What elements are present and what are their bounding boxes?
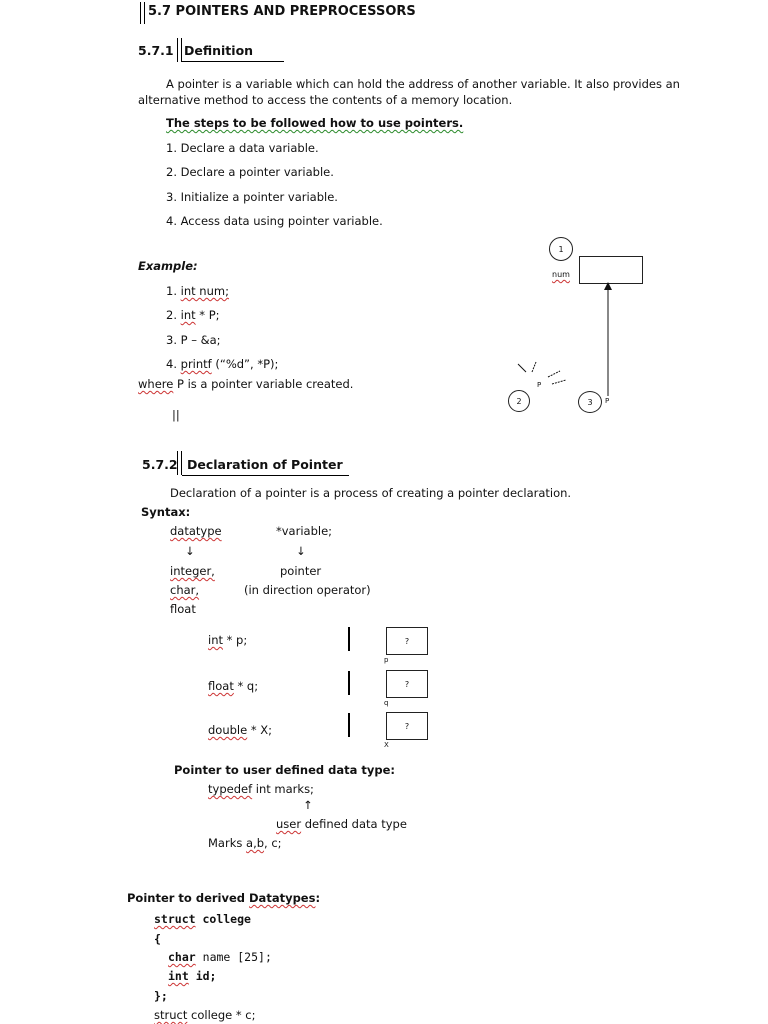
step-1: 1. Declare a data variable. bbox=[166, 141, 319, 155]
step-3: 3. Initialize a pointer variable. bbox=[166, 190, 338, 204]
decl-box-float-value: ? bbox=[404, 679, 410, 689]
derived-code-1: struct college bbox=[154, 912, 251, 926]
diagram-p-label: P bbox=[537, 381, 542, 389]
decl-box-double bbox=[386, 712, 428, 740]
syntax-integer: integer, bbox=[170, 564, 215, 578]
decl-row-double: double * X; bbox=[208, 723, 273, 737]
syntax-float: float bbox=[170, 602, 196, 616]
step-2: 2. Declare a pointer variable. bbox=[166, 165, 334, 179]
diagram-circle-1: 1 bbox=[549, 237, 573, 261]
definition-para-line1: A pointer is a variable which can hold the address of another variable. It also provides an bbox=[166, 77, 680, 91]
derived-code-5: }; bbox=[154, 989, 168, 1003]
example-line-4: 4. printf (“%d”, *P); bbox=[166, 357, 279, 371]
udt-line: typedef int marks; bbox=[208, 782, 314, 796]
example-note: where P is a pointer variable created. bbox=[138, 377, 354, 391]
decl-box-int bbox=[386, 627, 428, 655]
derived-code-4: int id; bbox=[168, 969, 217, 983]
definition-para-line2: alternative method to access the contents of a memory location. bbox=[138, 93, 513, 107]
decl-bar-float bbox=[348, 671, 350, 695]
decl-tag-double: X bbox=[384, 741, 389, 749]
section-title: 5.7 POINTERS AND PREPROCESSORS bbox=[148, 4, 416, 19]
definition-title-underline bbox=[182, 61, 284, 62]
example-stray-mark: || bbox=[172, 408, 180, 422]
definition-number: 5.7.1 bbox=[138, 43, 174, 58]
decl-box-int-value: ? bbox=[404, 636, 410, 646]
udt-note: user defined data type bbox=[276, 817, 407, 831]
derived-code-6: struct college * c; bbox=[154, 1008, 256, 1022]
syntax-indirection: (in direction operator) bbox=[244, 583, 371, 597]
declaration-intro: Declaration of a pointer is a process of creating a pointer declaration. bbox=[170, 486, 572, 500]
step-4: 4. Access data using pointer variable. bbox=[166, 214, 383, 228]
diagram-p-label-2: P bbox=[605, 397, 610, 405]
example-label: Example: bbox=[138, 259, 198, 273]
decl-bar-int bbox=[348, 627, 350, 651]
derived-code-2: { bbox=[154, 932, 161, 946]
syntax-arrow-2: ↓ bbox=[296, 544, 306, 558]
derived-code-3: char name [25]; bbox=[168, 950, 272, 964]
decl-bar-double bbox=[348, 713, 350, 737]
syntax-char: char, bbox=[170, 583, 200, 597]
diagram-num-box bbox=[579, 256, 643, 284]
decl-box-float bbox=[386, 670, 428, 698]
definition-bar bbox=[177, 38, 182, 62]
syntax-arrow-1: ↓ bbox=[185, 544, 195, 558]
example-line-1: 1. int num; bbox=[166, 284, 229, 298]
definition-title: Definition bbox=[184, 43, 254, 58]
udt-arrow: ↑ bbox=[303, 798, 313, 812]
decl-row-int: int * p; bbox=[208, 633, 248, 647]
syntax-variable: *variable; bbox=[276, 524, 333, 538]
declaration-number: 5.7.2 bbox=[142, 457, 178, 472]
syntax-label: Syntax: bbox=[141, 505, 191, 519]
decl-box-double-value: ? bbox=[404, 721, 410, 731]
declaration-bar bbox=[177, 451, 182, 475]
decl-tag-float: q bbox=[384, 699, 389, 707]
section-header-bar bbox=[140, 2, 145, 24]
diagram-circle-3: 3 bbox=[578, 391, 602, 413]
syntax-pointer: pointer bbox=[280, 564, 322, 578]
udt-marks: Marks a,b, c; bbox=[208, 836, 282, 850]
steps-heading: The steps to be followed how to use pointers. bbox=[166, 116, 464, 130]
example-line-2: 2. int * P; bbox=[166, 308, 220, 322]
decl-row-float: float * q; bbox=[208, 679, 259, 693]
diagram-num-label: num bbox=[552, 270, 570, 279]
udt-heading: Pointer to user defined data type: bbox=[174, 763, 395, 777]
diagram-circle-2: 2 bbox=[508, 390, 530, 412]
example-line-3: 3. P – &a; bbox=[166, 333, 221, 347]
declaration-title: Declaration of Pointer bbox=[187, 457, 343, 472]
derived-heading: Pointer to derived Datatypes: bbox=[127, 891, 321, 905]
syntax-datatype: datatype bbox=[170, 524, 222, 538]
decl-tag-int: p bbox=[384, 656, 389, 664]
declaration-title-underline bbox=[182, 475, 349, 476]
